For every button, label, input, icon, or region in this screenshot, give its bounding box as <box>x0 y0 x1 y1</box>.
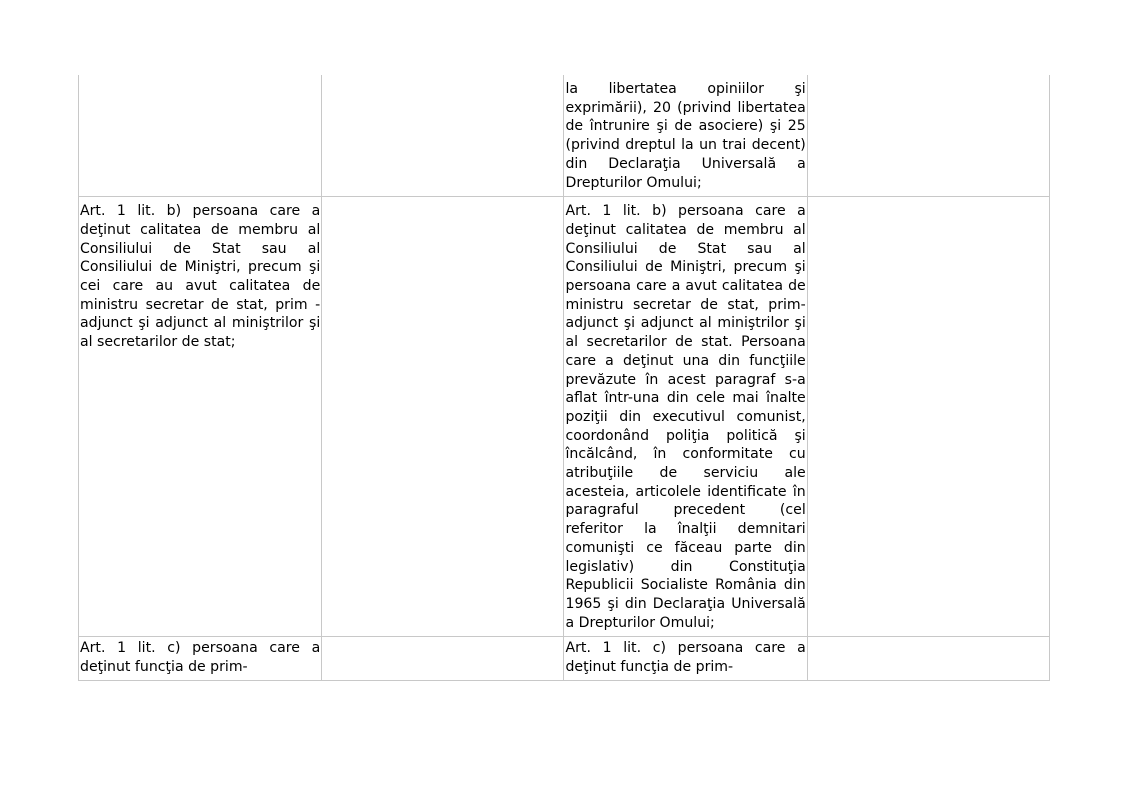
table-cell <box>322 197 564 637</box>
cell-text <box>808 197 1049 206</box>
cell-text <box>322 197 563 206</box>
table-cell <box>564 637 807 681</box>
comparison-table <box>78 75 1050 681</box>
table-cell <box>79 75 322 197</box>
cell-text <box>322 75 563 84</box>
cell-text: la libertatea opiniilor şi exprimării), 20 (privind libertatea de întrunire şi de asociere) şi 25 (privind dreptul la un trai decent) din Declaraţia Universală a Drepturilor Omului; <box>565 81 806 191</box>
table-cell <box>807 75 1049 197</box>
table-cell <box>79 197 322 637</box>
cell-text <box>808 75 1049 84</box>
table-row <box>79 637 1050 681</box>
table-cell <box>564 197 807 637</box>
table-cell <box>79 637 322 681</box>
table-cell <box>322 75 564 197</box>
cell-text: Art. 1 lit. c) persoana care a deţinut funcţia de prim- <box>565 640 806 676</box>
cell-text <box>808 637 1049 639</box>
cell-text <box>322 637 563 639</box>
table-row <box>79 75 1050 197</box>
table-row <box>79 197 1050 637</box>
cell-text: Art. 1 lit. b) persoana care a deţinut calitatea de membru al Consiliului de Stat sau al Consiliului de Miniştri, precum şi persoana care a avut calitatea de ministru secretar de stat, prim-adjunct şi adjunct al miniştrilor şi al secretarilor de stat. Persoana care a deţinut una din funcţiile prevăzute în acest paragraf s-a aflat într-una din cele mai înalte poziţii din executivul comunist, coordonând poliţia politică şi încălcând, în conformitate cu atribuţiile de serviciu ale acesteia, articolele identificate în paragraful precedent (cel referitor la înalţii demnitari comunişti ce făceau parte din legislativ) din Constituţia Republicii Socialiste România din 1965 şi din Declaraţia Universală a Drepturilor Omului; <box>565 203 806 631</box>
cell-text <box>79 75 321 84</box>
table-cell <box>322 637 564 681</box>
table-cell <box>564 75 807 197</box>
cell-text: Art. 1 lit. b) persoana care a deţinut calitatea de membru al Consiliului de Stat sau al Consiliului de Miniştri, precum şi cei care au avut calitatea de ministru secretar de stat, prim - adjunct şi adjunct al miniştrilor şi al secretarilor de stat; <box>80 203 321 351</box>
table-cell <box>807 197 1049 637</box>
cell-text: Art. 1 lit. c) persoana care a deţinut funcţia de prim- <box>80 640 321 676</box>
table-cell <box>807 637 1049 681</box>
